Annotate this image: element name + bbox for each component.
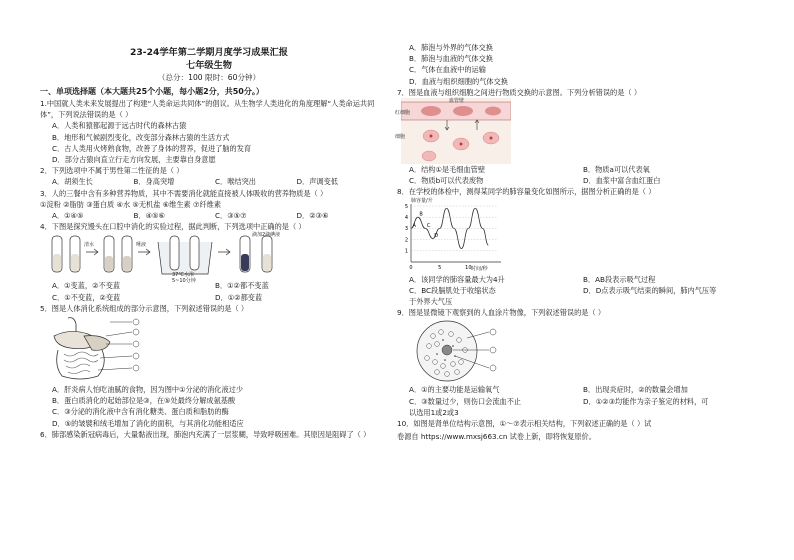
q8-option-d: D．D点表示吸气结束的瞬间，肺内气压等 (583, 285, 717, 295)
y-tick-label: 2 (404, 237, 408, 244)
point-label-A: A (412, 222, 416, 229)
q4-label-temp: 37℃水浴 (172, 272, 194, 279)
question-3-stem: 3．人的三餐中含有多种营养物质，其中不需要消化就能直接被人体吸收的营养物质是（ ） (40, 188, 328, 198)
x-tick-label: 0 (409, 264, 413, 271)
q2-option-d: D．声调变低 (296, 177, 338, 187)
right-column (397, 42, 757, 442)
q6-option-d: D．血液与组织细胞的气体交换 (409, 76, 508, 86)
q7-option-c: C．物质b可以代表废物 (409, 176, 484, 186)
question-8-stem: 8．在学校的体检中，测得某同学的肺容量变化如图所示，据图分析正确的是（ ） (397, 187, 656, 197)
q4-option-d: D．①②都变蓝 (215, 292, 263, 302)
q1-option-d: D．部分古猿向直立行走方向发展，主要靠自身意愿 (52, 155, 216, 165)
chart-xlabel: 时间/秒 (471, 265, 488, 272)
q2-option-b: B．身高突增 (133, 177, 175, 187)
question-9-stem: 9．图是显微镜下观察到的人血涂片物像，下列叙述错误的是（ ） (397, 308, 606, 318)
q9-options-row1 (397, 384, 757, 395)
q9-option-d: D．①②③均能作为亲子鉴定的材料，可 (583, 396, 709, 406)
capillary-exchange-diagram (401, 98, 511, 164)
q3-items: ①淀粉 ②脂肪 ③蛋白质 ④水 ⑤无机盐 ⑥维生素 ⑦纤维素 (40, 199, 222, 209)
q9-options-row2 (397, 396, 757, 407)
q9-option-a: A．①的主要功能是运输氧气 (409, 385, 500, 395)
q3-option-b: B．④⑤⑥ (133, 211, 165, 221)
q7-label-cell: 细胞 (395, 134, 406, 141)
q8-figure (397, 198, 757, 274)
section-heading: 一、单项选择题（本大题共25个小题，每小题2分，共50分。） (40, 87, 264, 96)
question-4-stem: 4．下图是探究馒头在口腔中消化的实验过程，据此判断，下列选项中正确的是（ ） (40, 222, 306, 232)
question-7-stem: 7．图是血液与组织细胞之间进行物质交换的示意图。下列分析错误的是（ ） (397, 87, 642, 97)
q6-option-c: C．气体在血液中的运输 (409, 65, 486, 75)
q8-options-row2 (397, 285, 757, 296)
q5-option-a: A．肝炎病人怕吃油腻的食物，因为图中①分泌的消化液过少 (52, 385, 244, 395)
y-tick-label: 1 (404, 248, 408, 255)
exam-info: （总分：100 限时：60分钟） (157, 73, 261, 82)
q2-option-c: C．喉结突出 (215, 177, 256, 187)
q7-label-rbc: 红细胞 (395, 110, 411, 117)
lung-volume-chart (397, 198, 507, 274)
q3-option-c: C．③⑤⑦ (215, 211, 247, 221)
digestive-system-diagram (40, 314, 160, 384)
source-note: 卷源自 https://www.mxsj663.cn 试卷上新，即将恢复原价。 (397, 432, 596, 442)
q5-option-c: C．③分泌的消化液中含有消化糖类、蛋白质和脂肪的酶 (52, 407, 229, 417)
q8-option-a: A．该同学的肺容量最大为4升 (409, 274, 505, 284)
x-tick-label: 10 (465, 264, 472, 271)
y-tick-label: 4 (404, 214, 408, 221)
q1-option-a: A．人类和猿都起源于远古时代的森林古猿 (52, 121, 187, 131)
exam-subtitle: 七年级生物 (186, 60, 232, 71)
q4-label-water: 清水 (84, 242, 95, 249)
q9-option-d-continued: 以选用1或2或3 (409, 407, 459, 417)
q5-option-d: D．⑤的皱襞和绒毛增加了消化的面积，与其消化功能相适应 (52, 418, 244, 428)
q4-label-time: 5~10分钟 (172, 278, 196, 285)
q4-option-c: C．①不变蓝，②变蓝 (52, 292, 121, 302)
q1-option-c: C．古人类用火烤熟食物，改善了身体的营养，促进了脑的发育 (52, 143, 252, 153)
y-tick-label: 3 (404, 225, 408, 232)
q8-option-b: B．AB段表示吸气过程 (583, 274, 656, 284)
x-tick-label: 5 (438, 264, 442, 271)
q10-stem-text: 10．如图是肾单位结构示意图，①～⑦表示相关结构，下列叙述正确的是（ ） (397, 419, 645, 429)
q3-option-d: D．②③⑥ (296, 211, 329, 221)
q7-option-b: B．物质a可以代表氧 (583, 165, 650, 175)
q4-options-row1 (40, 280, 378, 291)
q8-option-c: C．BC段膈肌处于收缩状态 (409, 285, 496, 295)
q4-label-add: 滴加2滴碘液 (252, 232, 281, 239)
q3-option-a: A．①④⑤ (52, 211, 84, 221)
exam-title: 23-24学年第二学期月度学习成果汇报 (129, 47, 288, 58)
q2-options (40, 176, 378, 187)
q1-option-b: B．地形和气候剧烈变化，改变部分森林古猿的生活方式 (52, 132, 230, 142)
question-5-stem: 5．图是人体消化系统组成的部分示意图，下列叙述错误的是（ ） (40, 303, 249, 313)
q6-option-b: B．肺泡与血液的气体交换 (409, 54, 493, 64)
q9-option-b: B．出现炎症时，②的数量会增加 (583, 385, 688, 395)
point-label-C: C (426, 222, 431, 229)
q2-option-a: A．胡须生长 (52, 177, 93, 187)
q7-options-row1 (397, 164, 757, 175)
left-column (40, 0, 378, 440)
q6-option-a: A．肺泡与外界的气体交换 (409, 43, 493, 52)
chart-ylabel: 肺容量/升 (411, 197, 433, 204)
q10-stem-tail: 试 (644, 419, 652, 429)
question-10-stem (397, 418, 757, 429)
blood-smear-diagram (407, 318, 517, 384)
q4-options-row2 (40, 292, 378, 303)
point-label-D: D (434, 232, 439, 239)
q4-option-a: A．①变蓝，②不变蓝 (52, 281, 121, 291)
q7-option-d: D．血浆中富含血红蛋白 (583, 176, 661, 186)
point-label-B: B (419, 211, 423, 218)
q7-options-row2 (397, 175, 757, 186)
q4-label-saliva: 唾液 (136, 242, 147, 249)
q5-figure (40, 314, 378, 384)
q7-option-a: A．结构①是毛细血管壁 (409, 165, 486, 175)
q5-option-b: B．蛋白质消化的起始部位是③，在⑤处最终分解成氨基酸 (52, 396, 236, 406)
y-tick-label: 5 (404, 203, 408, 210)
question-2-stem: 2．下列选项中不属于男性第二性征的是（ ） (40, 166, 184, 176)
q4-option-b: B．①②都不变蓝 (215, 281, 269, 291)
q8-option-d-continued: 于外界大气压 (409, 297, 453, 307)
q9-figure (397, 318, 757, 384)
q7-label-cap: 血管壁 (449, 98, 465, 105)
question-6-stem: 6．肺部感染新冠病毒后，大量黏液出现，肺泡内充满了一层浆糊，导致呼吸困难。其原因是阻碍了（ ） (40, 429, 371, 439)
q3-options (40, 210, 378, 221)
q4-figure (40, 232, 378, 285)
q8-options-row1 (397, 274, 757, 285)
q7-figure (397, 98, 757, 164)
q9-option-c: C．③数量过少，则伤口会流血不止 (409, 396, 522, 406)
question-1-stem: 1.中国就人类未来发展提出了构建“人类命运共同体”的倡议。从生物学人类进化的角度理解“人类命运共同体”，下列说法错误的是（ ） (40, 99, 375, 120)
